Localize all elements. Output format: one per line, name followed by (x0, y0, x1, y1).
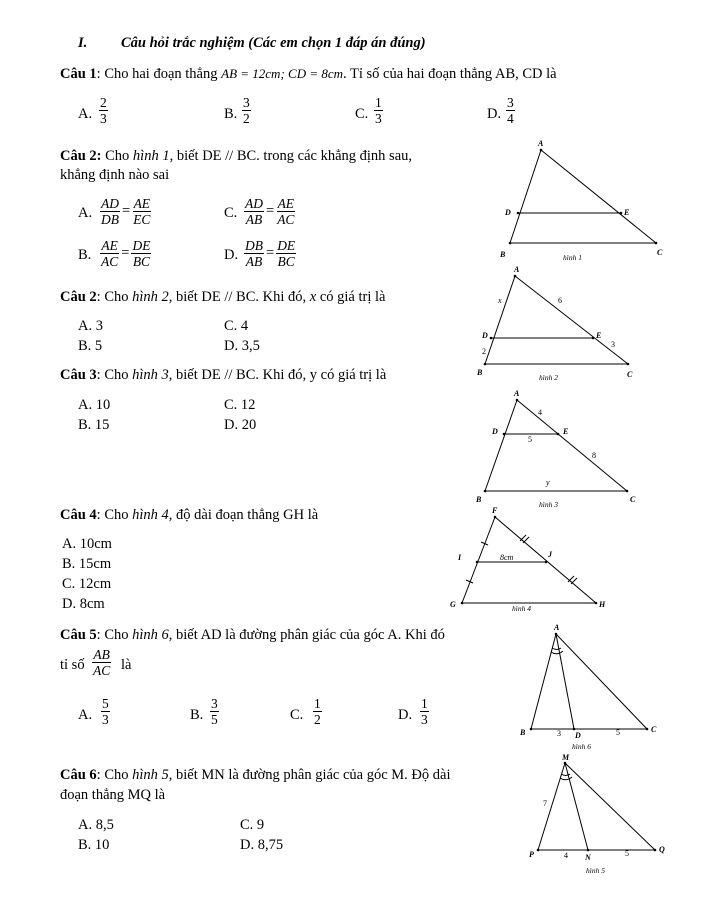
option[interactable]: D. 8,75 (240, 837, 284, 853)
question-2a (60, 148, 412, 165)
vertex-label: D (575, 731, 581, 740)
question-text: . Tỉ số của hai đoạn thẳng AB, CD là (343, 66, 557, 82)
figure-caption: hình 6 (572, 742, 591, 751)
ratio-prefix: tỉ số (60, 657, 85, 673)
figure-ref: hình 2 (132, 289, 169, 305)
option[interactable]: B. 5 (78, 338, 103, 354)
option-fraction: $\frac{1}{3}$ (375, 95, 382, 126)
figure-5-diagram (525, 748, 675, 878)
option-fraction: $\frac{3}{2}$ (243, 95, 250, 126)
option-equation: $\frac{AD}{DB}$ = $\frac{AE}{EC}$ (101, 196, 151, 227)
question-label: Câu 4 (60, 507, 97, 523)
option-letter[interactable]: C. (355, 106, 369, 122)
option-fraction: $\frac{1}{3}$ (421, 696, 428, 727)
vertex-label: J (548, 550, 552, 559)
option[interactable]: D. 8cm (62, 596, 105, 612)
segment-label: 5 (528, 435, 532, 444)
option[interactable]: C. 12cm (62, 576, 112, 592)
figure-2-diagram (474, 262, 644, 384)
option-letter[interactable]: D. (224, 247, 239, 263)
option-fraction: $\frac{5}{3}$ (102, 696, 109, 727)
question-text: : Cho (96, 767, 133, 783)
question-text: có giá trị là (316, 289, 386, 305)
option-letter[interactable]: A. (78, 707, 93, 723)
question-label: Câu 2: (60, 148, 102, 164)
segment-label: 5 (616, 728, 620, 737)
ratio-suffix: là (121, 657, 132, 673)
question-text: , biết AD là đường phân giác của góc A. Khi đó (168, 627, 445, 643)
option[interactable]: A. 10 (78, 397, 111, 413)
figure-caption: hình 5 (586, 866, 605, 875)
option-letter[interactable]: B. (190, 707, 204, 723)
variable: x (309, 289, 317, 305)
option[interactable]: B. 10 (78, 837, 110, 853)
option-letter[interactable]: D. (487, 106, 502, 122)
question-3 (60, 367, 386, 384)
question-label: Câu 1 (60, 66, 97, 82)
figure-ref: hình 4 (132, 507, 169, 523)
question-6 (60, 767, 450, 784)
question-text: , độ dài đoạn thẳng GH là (168, 507, 319, 523)
vertex-label: M (562, 753, 570, 762)
option-letter[interactable]: B. (78, 247, 92, 263)
segment-label: 4 (538, 408, 542, 417)
option-fraction: $\frac{2}{3}$ (100, 95, 107, 126)
vertex-label: D (482, 331, 488, 340)
figure-ref: hình 1 (132, 148, 170, 164)
question-4 (60, 507, 318, 524)
vertex-label: H (599, 600, 606, 609)
figure-3-diagram (474, 385, 644, 513)
figure-1-diagram (495, 135, 675, 265)
option-equation: $\frac{AD}{AB}$ = $\frac{AE}{AC}$ (245, 196, 295, 227)
figure-4-diagram (444, 505, 614, 617)
option[interactable]: C. 9 (240, 817, 265, 833)
option[interactable]: B. 15 (78, 417, 110, 433)
vertex-label: C (627, 370, 633, 379)
section-number: I. (78, 35, 88, 51)
vertex-label: A (514, 265, 520, 274)
option-letter[interactable]: C. (290, 707, 304, 723)
option-fraction: $\frac{1}{2}$ (314, 696, 321, 727)
question-text: , biết DE // BC. Khi đó, y có giá trị là (168, 367, 387, 383)
question-label: Câu 2 (60, 289, 97, 305)
question-text: : Cho (96, 289, 133, 305)
question-text: khẳng định nào sai (60, 167, 170, 183)
vertex-label: F (492, 506, 498, 515)
vertex-label: A (554, 623, 560, 632)
vertex-label: D (505, 208, 511, 217)
figure-caption: hình 2 (539, 373, 558, 382)
option[interactable]: A. 8,5 (78, 817, 114, 833)
option[interactable]: A. 3 (78, 318, 103, 334)
option-equation: $\frac{AE}{AC}$ = $\frac{DE}{BC}$ (101, 238, 151, 269)
option[interactable]: C. 4 (224, 318, 249, 334)
segment-label: 3 (557, 729, 561, 738)
question-text: : Cho (96, 507, 133, 523)
option-fraction: $\frac{3}{5}$ (211, 696, 218, 727)
vertex-label: B (476, 495, 482, 504)
section-title: Câu hỏi trắc nghiệm (Các em chọn 1 đáp án đúng) (121, 35, 426, 51)
segment-label: 6 (558, 296, 562, 305)
figure-ref: hình 3 (132, 367, 169, 383)
vertex-label: Q (659, 845, 665, 854)
option[interactable]: D. 3,5 (224, 338, 260, 354)
segment-label: 8 (592, 451, 596, 460)
vertex-label: C (651, 725, 657, 734)
vertex-label: G (450, 600, 456, 609)
option[interactable]: A. 10cm (62, 536, 112, 552)
option-letter[interactable]: B. (224, 106, 238, 122)
vertex-label: N (585, 853, 591, 862)
ratio-fraction: $\frac{AB}{AC}$ (93, 647, 111, 678)
option[interactable]: D. 20 (224, 417, 257, 433)
figure-caption: hình 4 (512, 604, 531, 613)
vertex-label: E (563, 427, 569, 436)
question-label: Câu 3 (60, 367, 97, 383)
figure-caption: hình 3 (539, 500, 558, 509)
vertex-label: C (657, 248, 663, 257)
figure-ref: hình 5 (132, 767, 169, 783)
option[interactable]: B. 15cm (62, 556, 112, 572)
vertex-label: D (492, 427, 498, 436)
question-text: : Cho (96, 627, 133, 643)
vertex-label: B (500, 250, 506, 259)
option-letter[interactable]: A. (78, 205, 93, 221)
segment-label: 5 (625, 849, 629, 858)
segment-label: 4 (564, 851, 568, 860)
question-text: Cho (101, 148, 133, 164)
vertex-label: A (514, 389, 520, 398)
segment-label: y (546, 478, 550, 487)
question-text: đoạn thẳng MQ là (60, 787, 166, 803)
option-letter[interactable]: C. (224, 205, 238, 221)
segment-label: 3 (611, 340, 615, 349)
question-formula: AB = 12cm; CD = 8cm (221, 66, 344, 81)
segment-label: 7 (543, 799, 547, 808)
vertex-label: B (520, 728, 526, 737)
question-text: , biết MN là đường phân giác của góc M. Độ dài (168, 767, 451, 783)
figure-caption: hình 1 (563, 253, 582, 262)
question-5 (60, 627, 445, 644)
question-text: : Cho (96, 367, 133, 383)
figure-6-diagram (515, 620, 665, 752)
question-text: , biết DE // BC. Khi đó, (168, 289, 310, 305)
option-fraction: $\frac{3}{4}$ (507, 95, 514, 126)
figure-ref: hình 6 (132, 627, 169, 643)
question-2b (60, 289, 385, 306)
segment-label: 2 (482, 347, 486, 356)
question-1 (60, 66, 557, 83)
vertex-label: I (458, 553, 462, 562)
segment-label: 8cm (500, 553, 514, 562)
vertex-label: E (596, 331, 602, 340)
question-label: Câu 6 (60, 767, 97, 783)
vertex-label: B (477, 368, 483, 377)
question-label: Câu 5 (60, 627, 97, 643)
question-text: , biết DE // BC. trong các khẳng định sau, (169, 148, 413, 164)
segment-label: x (498, 296, 502, 305)
option-equation: $\frac{DB}{AB}$ = $\frac{DE}{BC}$ (245, 238, 296, 269)
vertex-label: C (630, 495, 636, 504)
vertex-label: E (624, 208, 630, 217)
vertex-label: P (529, 850, 534, 859)
option[interactable]: C. 12 (224, 397, 256, 413)
option-letter[interactable]: A. (78, 106, 93, 122)
question-text: : Cho hai đoạn thẳng (96, 66, 222, 82)
option-letter[interactable]: D. (398, 707, 413, 723)
vertex-label: A (538, 139, 544, 148)
